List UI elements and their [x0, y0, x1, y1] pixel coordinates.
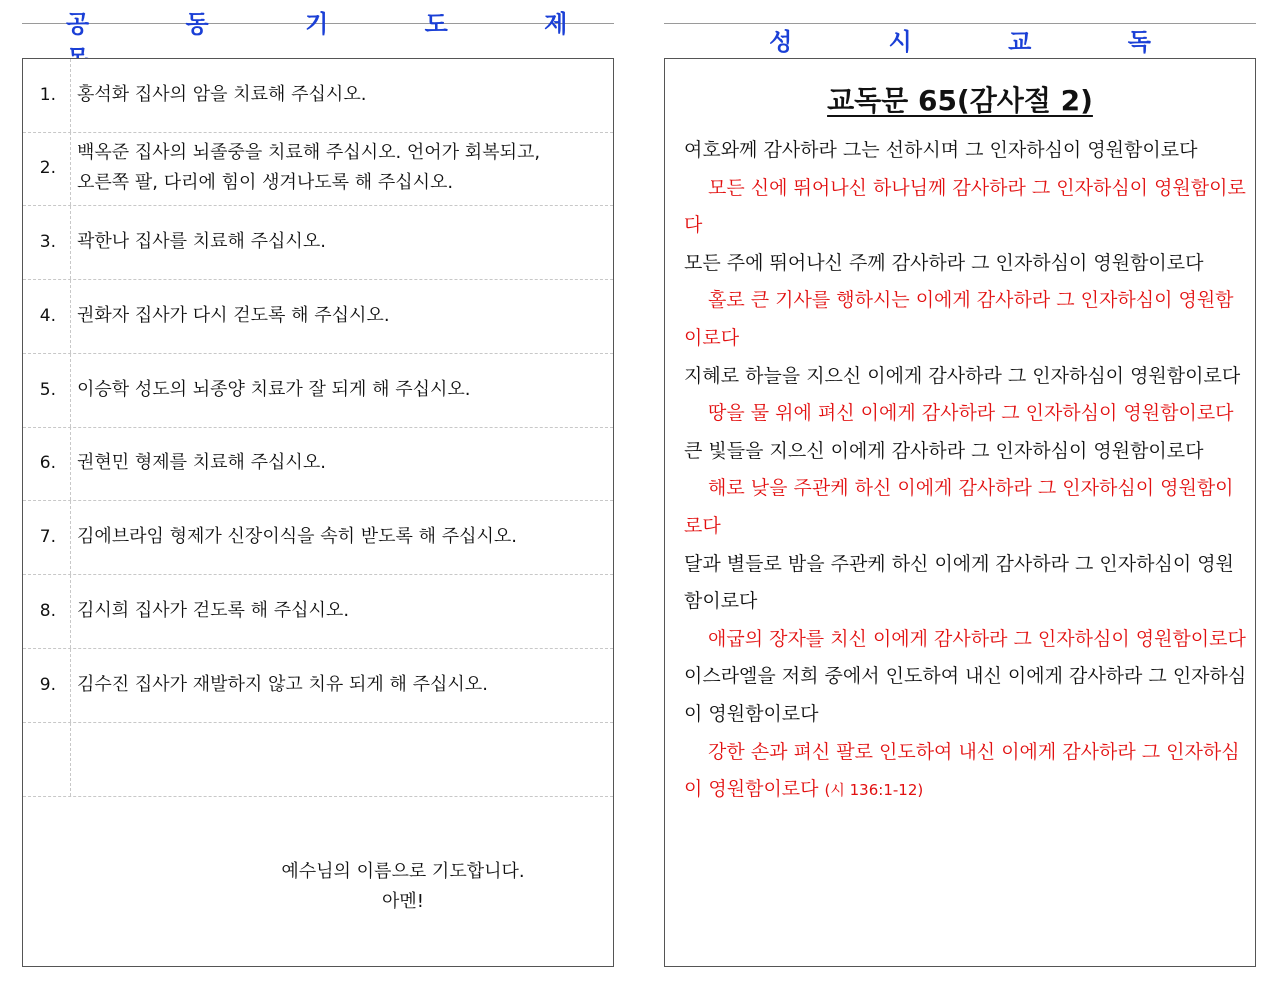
prayer-item — [23, 280, 613, 354]
verse-text: 큰 빛들을 지으신 이에게 감사하라 그 인자하심이 영원함이로다 — [684, 439, 1204, 462]
verse-text: 모든 신에 뛰어나신 하나님께 감사하라 그 인자하심이 영원함이로다 — [684, 176, 1246, 237]
responsive-reading-panel — [664, 58, 1256, 967]
leader-verse — [684, 358, 1247, 396]
prayer-text — [77, 354, 603, 427]
prayer-text — [77, 723, 603, 796]
closing-line: 예수님의 이름으로 기도합니다. — [281, 861, 525, 882]
leader-verse — [684, 546, 1247, 621]
prayer-item — [23, 206, 613, 280]
prayer-number: 6. — [23, 427, 71, 500]
leader-verse — [684, 245, 1247, 283]
people-verse — [684, 734, 1247, 810]
prayer-number: 2. — [23, 132, 71, 205]
prayer-text-line: 김에브라임 형제가 신장이식을 속히 받도록 해 주십시오. — [77, 526, 517, 548]
reading-title — [665, 79, 1255, 119]
amen-line: 아멘! — [382, 891, 424, 912]
prayer-text — [77, 575, 603, 648]
prayer-number: 3. — [23, 206, 71, 279]
prayer-text-line: 권현민 형제를 치료해 주십시오. — [77, 452, 326, 474]
prayer-number: 9. — [23, 649, 71, 722]
prayer-item — [23, 649, 613, 723]
prayer-text-line: 백옥준 집사의 뇌졸중을 치료해 주십시오. 언어가 회복되고, — [77, 142, 541, 164]
prayer-number: 4. — [23, 280, 71, 353]
verse-text: 모든 주에 뛰어나신 주께 감사하라 그 인자하심이 영원함이로다 — [684, 251, 1204, 274]
prayer-panel-header — [22, 10, 614, 54]
prayer-item — [23, 354, 613, 428]
prayer-text — [77, 132, 603, 205]
prayer-item — [23, 427, 613, 501]
prayer-number: 5. — [23, 354, 71, 427]
prayer-text-line: 이승학 성도의 뇌종양 치료가 잘 되게 해 주십시오. — [77, 379, 471, 401]
prayer-number: 8. — [23, 575, 71, 648]
reading-title-text: 교독문 65(감사절 2) — [827, 84, 1093, 117]
prayer-text-line: 김수진 집사가 재발하지 않고 치유 되게 해 주십시오. — [77, 674, 488, 696]
prayer-text-line: 오른쪽 팔, 다리에 힘이 생겨나도록 해 주십시오. — [77, 172, 454, 194]
prayer-text-line: 김시희 집사가 걷도록 해 주십시오. — [77, 600, 350, 622]
prayer-text — [77, 206, 603, 279]
people-verse — [684, 470, 1247, 545]
prayer-number — [23, 723, 71, 796]
reading-panel-title: 성 시 교 독 — [769, 27, 1195, 56]
verse-text: 애굽의 장자를 치신 이에게 감사하라 그 인자하심이 영원함이로다 — [708, 627, 1246, 650]
verse-text: 강한 손과 펴신 팔로 인도하여 내신 이에게 감사하라 그 인자하심이 영원함이로다 — [684, 740, 1240, 801]
prayer-text-line: 곽한나 집사를 치료해 주십시오. — [77, 231, 326, 253]
prayer-text — [77, 501, 603, 574]
prayer-item — [23, 59, 613, 133]
prayer-item — [23, 723, 613, 797]
verse-text: 이스라엘을 저희 중에서 인도하여 내신 이에게 감사하라 그 인자하심이 영원함이로다 — [684, 665, 1247, 725]
people-verse — [684, 282, 1247, 357]
prayer-text-line: 권화자 집사가 다시 걷도록 해 주십시오. — [77, 305, 390, 327]
verse-text: 달과 별들로 밤을 주관케 하신 이에게 감사하라 그 인자하심이 영원함이로다 — [684, 552, 1234, 613]
prayer-item — [23, 501, 613, 575]
prayer-text — [77, 59, 603, 132]
verse-list — [684, 132, 1247, 810]
leader-verse — [684, 658, 1247, 733]
verse-text: 땅을 물 위에 펴신 이에게 감사하라 그 인자하심이 영원함이로다 — [708, 402, 1234, 425]
prayer-panel-title: 공 동 기 도 제 — [66, 10, 612, 38]
prayer-number: 7. — [23, 501, 71, 574]
prayer-text — [77, 280, 603, 353]
prayer-item — [23, 132, 613, 206]
leader-verse — [684, 433, 1247, 471]
prayer-text — [77, 427, 603, 500]
reading-panel-header — [664, 23, 1256, 54]
people-verse — [684, 395, 1247, 433]
scripture-reference: (시 136:1-12) — [824, 781, 924, 800]
leader-verse — [684, 132, 1247, 170]
closing-prayer — [223, 857, 583, 917]
people-verse — [684, 170, 1247, 245]
prayer-item — [23, 575, 613, 649]
prayer-list-panel — [22, 58, 614, 967]
verse-text: 여호와께 감사하라 그는 선하시며 그 인자하심이 영원함이로다 — [684, 139, 1198, 161]
people-verse — [684, 621, 1247, 659]
verse-text: 해로 낮을 주관케 하신 이에게 감사하라 그 인자하심이 영원함이로다 — [684, 477, 1234, 537]
prayer-text — [77, 649, 603, 722]
verse-text: 지혜로 하늘을 지으신 이에게 감사하라 그 인자하심이 영원함이로다 — [684, 364, 1241, 387]
verse-text: 홀로 큰 기사를 행하시는 이에게 감사하라 그 인자하심이 영원함이로다 — [684, 289, 1234, 349]
prayer-number: 1. — [23, 59, 71, 132]
prayer-text-line: 홍석화 집사의 암을 치료해 주십시오. — [77, 84, 367, 106]
